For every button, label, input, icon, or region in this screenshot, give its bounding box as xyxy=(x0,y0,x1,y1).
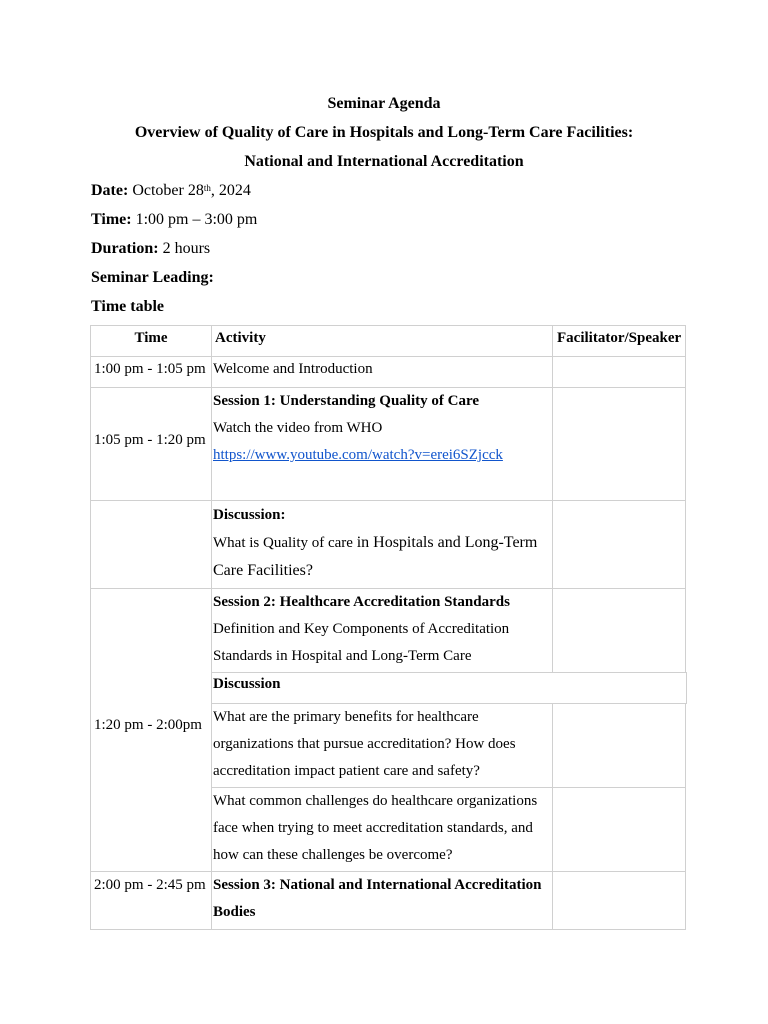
seminar-leading-line xyxy=(91,268,214,288)
timetable-heading: Time table xyxy=(91,298,165,315)
seminar-leading-label: Seminar Leading: xyxy=(91,269,214,286)
session2-title: Session 2: Healthcare Accreditation Standards xyxy=(213,594,510,610)
row5-time: 2:00 pm - 2:45 pm xyxy=(90,871,212,930)
duration-label: Duration: xyxy=(91,240,159,257)
date-label: Date: xyxy=(91,182,129,199)
row5-facilitator xyxy=(552,871,686,930)
header-time: Time xyxy=(90,325,212,357)
row1-activity: Welcome and Introduction xyxy=(211,356,553,388)
who-video-link[interactable]: https://www.youtube.com/watch?v=erei6SZjcck xyxy=(213,447,503,463)
row4-session xyxy=(211,588,553,673)
header-facilitator: Facilitator/Speaker xyxy=(552,325,686,357)
time-label: Time: xyxy=(91,211,132,228)
discussion2-q1-facilitator xyxy=(552,703,686,788)
discussion2-title: Discussion xyxy=(211,672,687,704)
row1-time: 1:00 pm - 1:05 pm xyxy=(90,356,212,388)
timetable xyxy=(90,325,686,930)
discussion2-q1: What are the primary benefits for healthcare organizations that pursue accreditation? How does accreditation impact patient care and safety? xyxy=(211,703,553,788)
row3-activity xyxy=(211,500,553,589)
date-value: October 28th, 2024 xyxy=(132,182,251,199)
header-activity: Activity xyxy=(211,325,553,357)
row2-facilitator xyxy=(552,387,686,501)
row4-time: 1:20 pm - 2:00pm xyxy=(90,588,212,872)
session3-title: Session 3: National and International Accreditation Bodies xyxy=(211,871,553,930)
row2-activity xyxy=(211,387,553,501)
session1-title: Session 1: Understanding Quality of Care xyxy=(213,393,480,409)
discussion2-q2-facilitator xyxy=(552,787,686,872)
agenda-title: Seminar Agenda xyxy=(327,95,441,112)
row3-facilitator xyxy=(552,500,686,589)
session1-line: Watch the video from WHO xyxy=(213,420,383,436)
row1-facilitator xyxy=(552,356,686,388)
time-value: 1:00 pm – 3:00 pm xyxy=(135,211,258,228)
duration-line xyxy=(91,239,210,259)
duration-value: 2 hours xyxy=(162,240,211,257)
row2-time: 1:05 pm - 1:20 pm xyxy=(90,387,212,501)
time-line xyxy=(91,210,257,230)
row3-time xyxy=(90,500,212,589)
row4-session-facilitator xyxy=(552,588,686,673)
date-line xyxy=(91,181,251,201)
agenda-subtitle-line2: National and International Accreditation xyxy=(244,153,524,170)
discussion2-q2: What common challenges do healthcare organizations face when trying to meet accreditation standards, and how can these challenges be overcome? xyxy=(211,787,553,872)
discussion1-title: Discussion: xyxy=(213,507,286,523)
discussion1-question: What is Quality of care in Hospitals and Long-Term Care Facilities? xyxy=(213,534,538,579)
session2-text: Definition and Key Components of Accreditation Standards in Hospital and Long-Term Care xyxy=(213,621,510,664)
agenda-subtitle-line1: Overview of Quality of Care in Hospitals and Long-Term Care Facilities: xyxy=(134,124,634,141)
